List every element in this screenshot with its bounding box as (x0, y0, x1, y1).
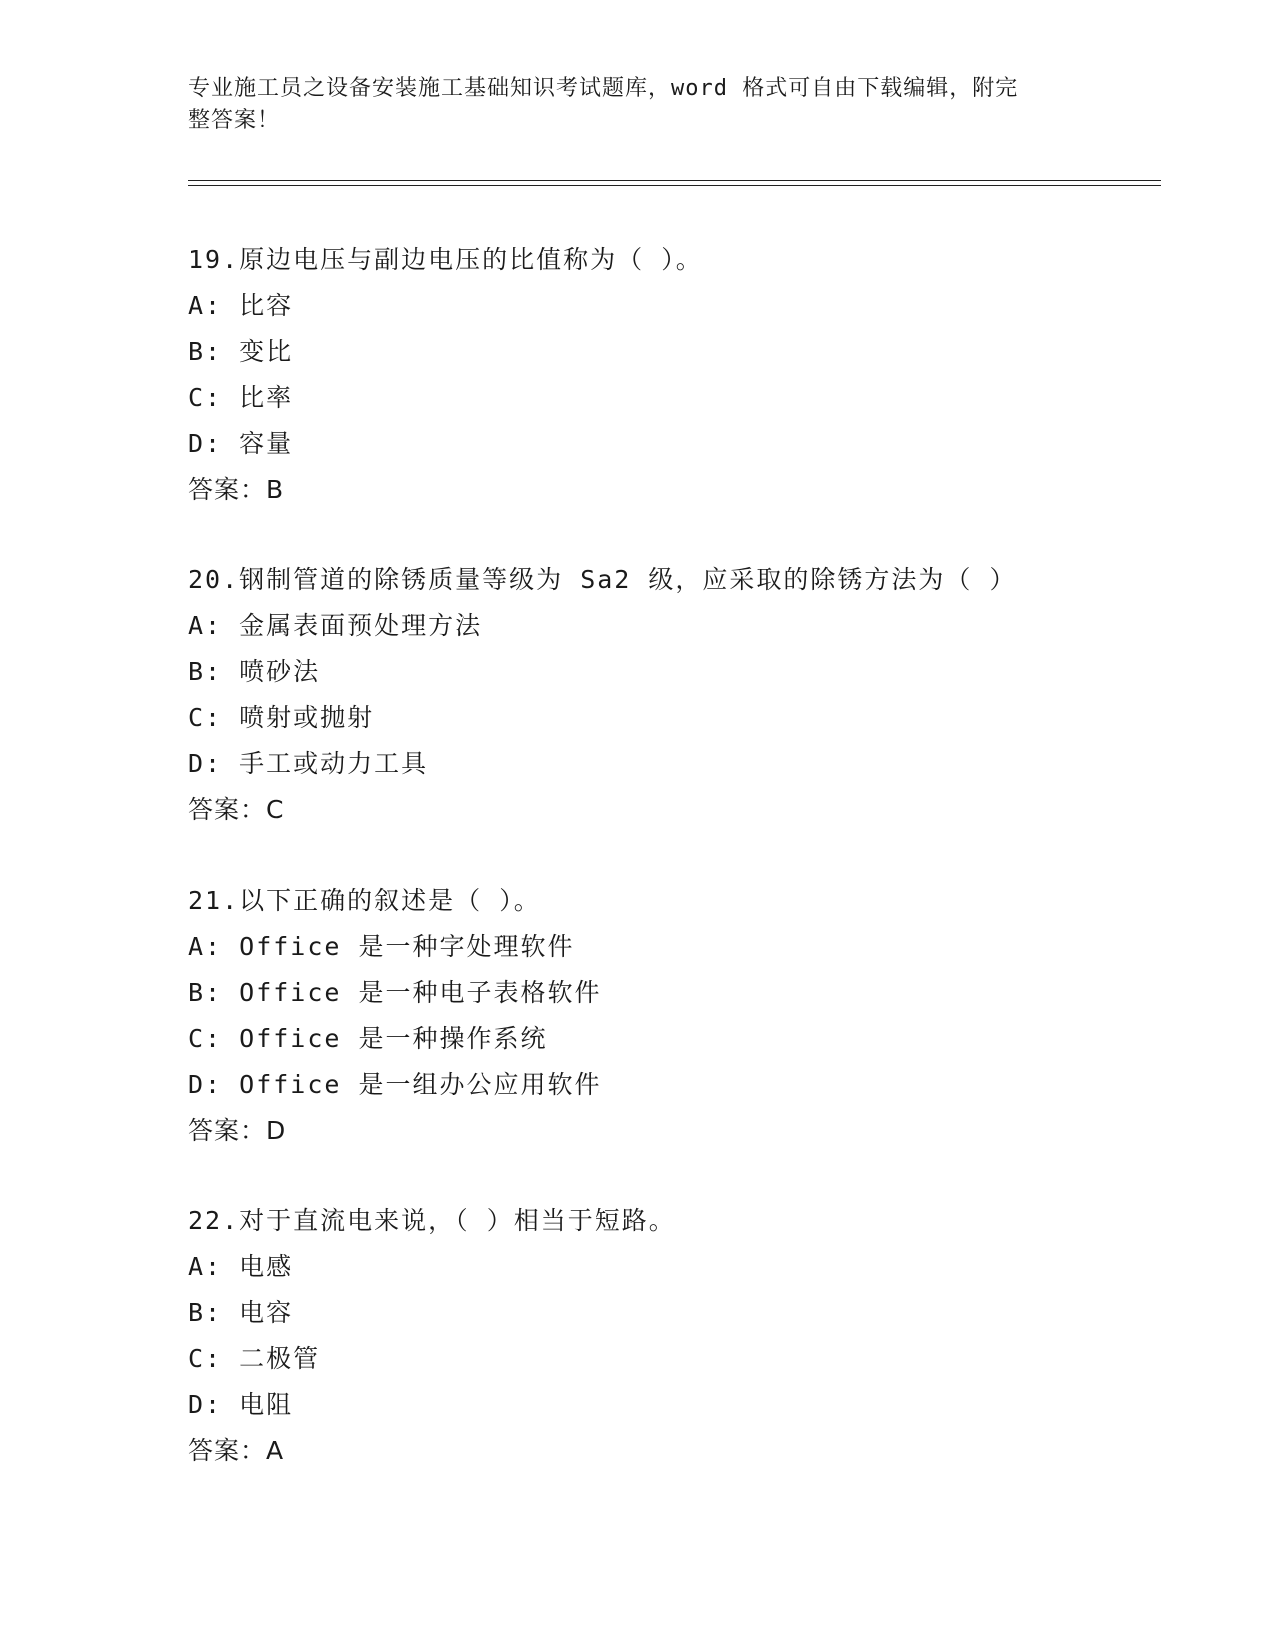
option-a: A: 比容 (188, 291, 294, 320)
question-stem: 22.对于直流电来说，（ ）相当于短路。 (188, 1206, 676, 1235)
answer: 答案：C (188, 795, 285, 824)
option-b: B: 喷砂法 (188, 657, 321, 686)
option-b: B: 电容 (188, 1298, 294, 1327)
header-divider-top (188, 180, 1161, 181)
question-22 (188, 1198, 1138, 1474)
question-stem: 20.钢制管道的除锈质量等级为 Sa2 级，应采取的除锈方法为（ ） (188, 565, 1017, 594)
question-stem: 21.以下正确的叙述是（ ）。 (188, 886, 541, 915)
option-a: A: 金属表面预处理方法 (188, 611, 483, 640)
answer: 答案：B (188, 475, 285, 504)
option-a: A: 电感 (188, 1252, 294, 1281)
answer: 答案：D (188, 1116, 287, 1145)
option-d: D: 手工或动力工具 (188, 749, 429, 778)
option-c: C: 喷射或抛射 (188, 703, 375, 732)
header-divider-bottom (188, 185, 1161, 186)
option-c: C: 比率 (188, 383, 294, 412)
option-a: A: Office 是一种字处理软件 (188, 932, 575, 961)
option-d: D: Office 是一组办公应用软件 (188, 1070, 602, 1099)
document-header (188, 73, 1068, 137)
option-b: B: Office 是一种电子表格软件 (188, 978, 602, 1007)
option-c: C: 二极管 (188, 1344, 321, 1373)
header-line-1: 专业施工员之设备安装施工基础知识考试题库，word 格式可自由下载编辑，附完 (188, 76, 1019, 101)
answer: 答案：A (188, 1436, 285, 1465)
option-c: C: Office 是一种操作系统 (188, 1024, 548, 1053)
header-line-2: 整答案！ (188, 108, 281, 133)
option-d: D: 容量 (188, 429, 294, 458)
question-21 (188, 878, 1138, 1154)
question-20 (188, 557, 1138, 833)
question-19 (188, 237, 1138, 513)
question-stem: 19.原边电压与副边电压的比值称为（ ）。 (188, 245, 703, 274)
option-b: B: 变比 (188, 337, 294, 366)
option-d: D: 电阻 (188, 1390, 294, 1419)
